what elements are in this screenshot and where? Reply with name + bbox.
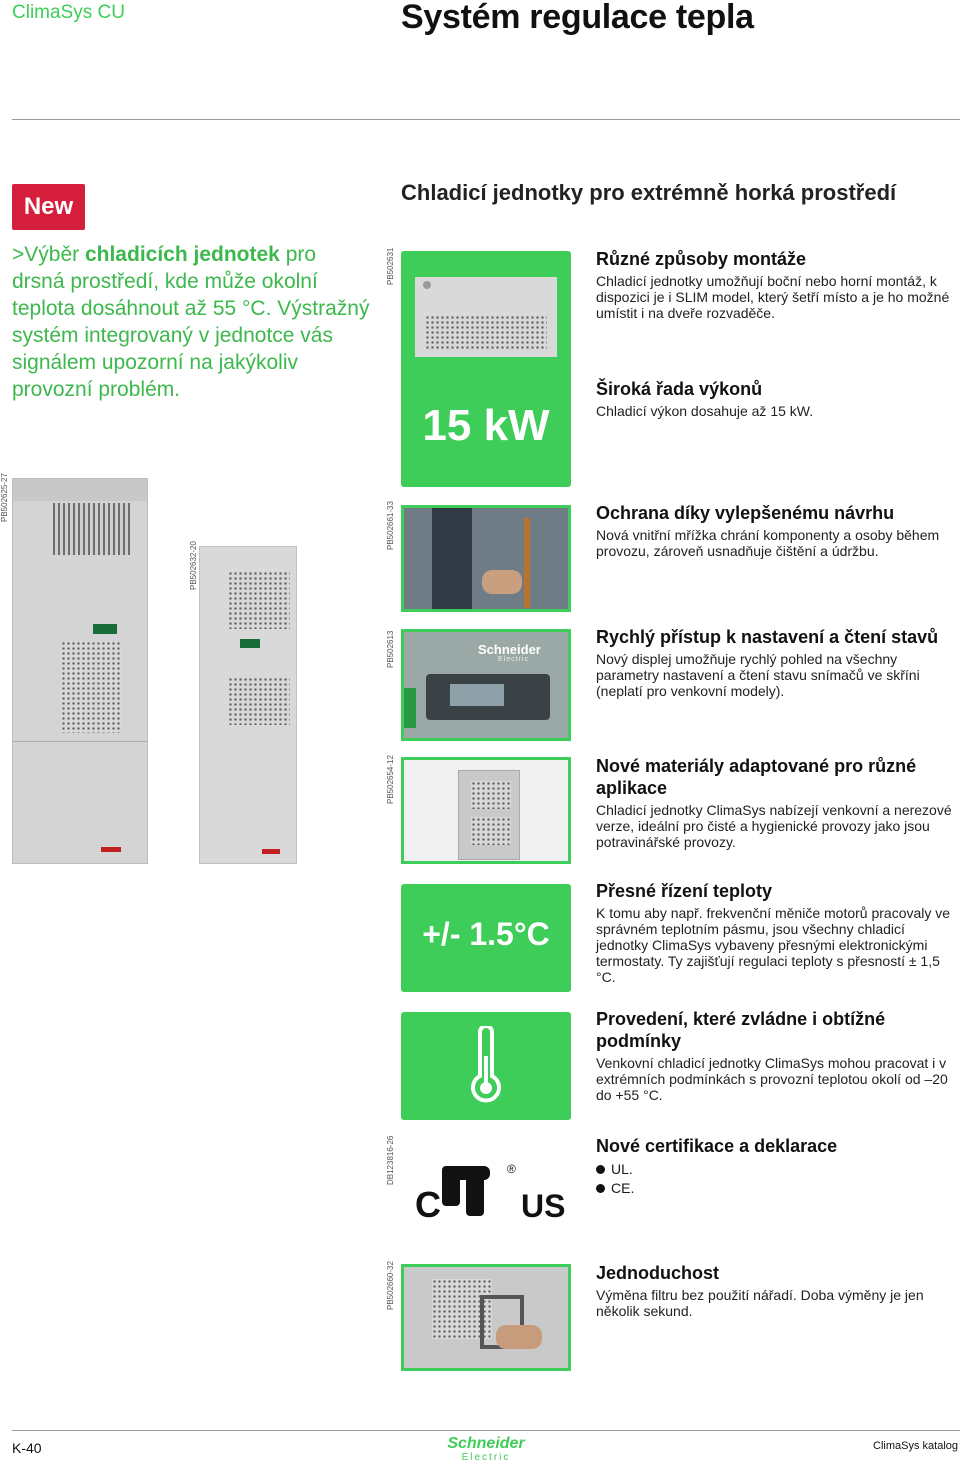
- outdoor-unit-photo: [401, 757, 571, 864]
- grille-panel: [432, 508, 472, 612]
- logo-main: Schneider: [447, 1435, 525, 1452]
- pipe-icon: [524, 518, 530, 608]
- screw-icon: [423, 281, 431, 289]
- feature-text: Chladicí jednotky umožňují boční nebo horní montáž, k dispozici je i SLIM model, který šetří místo a je ho možné umístit i na dveře rozvaděče.: [596, 273, 950, 321]
- feature-title: Nové materiály adaptované pro různé aplikace: [596, 756, 917, 798]
- feature-text: Chladicí jednotky ClimaSys nabízejí venkovní a nerezové verze, ideální pro čisté a hygienické provozy jako jsou potravinářské provozy.: [596, 802, 952, 850]
- cert-us: US: [521, 1188, 566, 1224]
- feature-simplicity: [596, 1262, 958, 1319]
- feature-title: Nové certifikace a deklarace: [596, 1136, 838, 1156]
- feature-power: [596, 378, 958, 419]
- page-number: K-40: [12, 1440, 42, 1456]
- new-badge: New: [12, 184, 85, 230]
- feature-certification: [596, 1135, 958, 1198]
- brand-label: ClimaSys CU: [12, 2, 125, 23]
- upper-grille-icon: [228, 571, 290, 629]
- power-value: 15 kW: [422, 401, 550, 450]
- side-strip: [404, 688, 416, 728]
- feature-materials: [596, 755, 958, 850]
- photo-id-4: PB502661-33: [386, 501, 395, 550]
- feature-temperature: [596, 880, 958, 985]
- header-divider: [12, 119, 960, 120]
- feature-mounting: [596, 248, 958, 321]
- photo-id-2: PB502625-27: [0, 473, 9, 522]
- feature-conditions: [596, 1008, 958, 1103]
- display-icon: [240, 639, 260, 648]
- feature-title: Různé způsoby montáže: [596, 249, 807, 269]
- catalog-name: ClimaSys katalog: [873, 1440, 958, 1452]
- photo-id-7: DB123816-26: [386, 1135, 395, 1185]
- cert-tile: [401, 1130, 571, 1240]
- feature-display: [596, 626, 958, 699]
- feature-title: Rychlý přístup k nastavení a čtení stavů: [596, 627, 939, 647]
- thermometer-icon: [468, 1026, 504, 1106]
- lcd-icon: [450, 684, 504, 706]
- grille-icon: [471, 781, 511, 809]
- schneider-logo: [444, 1436, 528, 1464]
- intro-text: [12, 241, 372, 403]
- bullet-ul: UL.: [596, 1160, 958, 1179]
- section-subtitle: Chladicí jednotky pro extrémně horká prostředí: [401, 180, 897, 205]
- controller-screen: [426, 674, 550, 720]
- cabinet-unit-large: [12, 478, 148, 864]
- internal-grille-photo: [401, 505, 571, 612]
- warning-label-icon: [101, 847, 121, 852]
- intro-bold: chladicích jednotek: [84, 243, 280, 266]
- feature-title: Široká řada výkonů: [596, 379, 763, 399]
- photo-id-3: PB502632-20: [189, 541, 198, 590]
- hand-icon: [496, 1325, 542, 1349]
- feature-title: Jednoduchost: [596, 1263, 720, 1283]
- logo-sub: Electric: [461, 1452, 511, 1463]
- display-brand-sub: Electric: [498, 656, 529, 663]
- accuracy-value: +/- 1.5°C: [422, 916, 550, 952]
- accuracy-tile: [401, 884, 571, 992]
- front-grille-icon: [61, 641, 121, 733]
- warning-label-icon: [262, 849, 280, 854]
- feature-text: Chladicí výkon dosahuje až 15 kW.: [596, 403, 814, 419]
- page-title: Systém regulace tepla: [401, 0, 754, 36]
- feature-text: Nový displej umožňuje rychlý pohled na všechny parametry nastavení a čtení stavu snímačů ve skříni (neplatí pro venkovní modely).: [596, 651, 920, 699]
- feature-text: Venkovní chladicí jednotky ClimaSys mohou pracovat i v extrémních podmínkách s provozní teplotou okolí od –20 do +55 °C.: [596, 1055, 948, 1103]
- hand-icon: [482, 570, 522, 594]
- ul-mark-icon: [436, 1162, 506, 1220]
- intro-rest: pro drsná prostředí, kde může okolní teplota dosáhnout až 55 °C. Výstražný systém integrovaný v jednotce vás signálem upozorní na jakýkoliv provozní problém.: [12, 243, 370, 401]
- feature-title: Ochrana díky vylepšenému návrhu: [596, 503, 895, 523]
- display-brand: Schneider: [478, 642, 541, 657]
- feature-text: Výměna filtru bez použití nářadí. Doba výměny je jen několik sekund.: [596, 1287, 924, 1319]
- feature-protection: [596, 502, 958, 559]
- unit-top-cap: [13, 479, 147, 501]
- feature-title: Provedení, které zvládne i obtížné podmínky: [596, 1009, 886, 1051]
- unit-top-photo: [415, 277, 557, 357]
- feature-text: Nová vnitřní mřížka chrání komponenty a osoby během provozu, zároveň usnadňuje čištění a údržbu.: [596, 527, 940, 559]
- filter-photo: [401, 1264, 571, 1371]
- grille-icon-lower: [471, 817, 511, 845]
- footer-divider: [12, 1430, 960, 1431]
- intro-lead: >Výběr: [12, 243, 85, 266]
- vent-grille: [425, 315, 547, 351]
- registered-mark: ®: [507, 1162, 516, 1176]
- photo-id-1: PB502631: [386, 247, 395, 285]
- photo-id-8: PB502660-32: [386, 1261, 395, 1310]
- small-unit-icon: [458, 770, 520, 860]
- top-vent-icon: [53, 503, 131, 555]
- feature-text: K tomu aby např. frekvenční měniče motorů pracovaly ve správném teplotním pásmu, jsou všechny chladicí jednotky ClimaSys vybaveny přesnými elektronickými termostaty. Ty zajišťují regulaci teploty s přesností ± 1,5 °C.: [596, 905, 951, 985]
- cabinet-unit-slim: [199, 546, 297, 864]
- feature-title: Přesné řízení teploty: [596, 881, 773, 901]
- photo-id-5: PB502613: [386, 630, 395, 668]
- panel-seam: [13, 741, 147, 742]
- display-icon: [93, 624, 117, 634]
- photo-id-6: PB502654-12: [386, 755, 395, 804]
- temperature-tile: [401, 1012, 571, 1120]
- display-photo: [401, 629, 571, 741]
- cert-c: C: [415, 1184, 441, 1225]
- power-tile: [401, 251, 571, 487]
- bullet-ce: CE.: [596, 1179, 958, 1198]
- lower-grille-icon: [228, 677, 290, 725]
